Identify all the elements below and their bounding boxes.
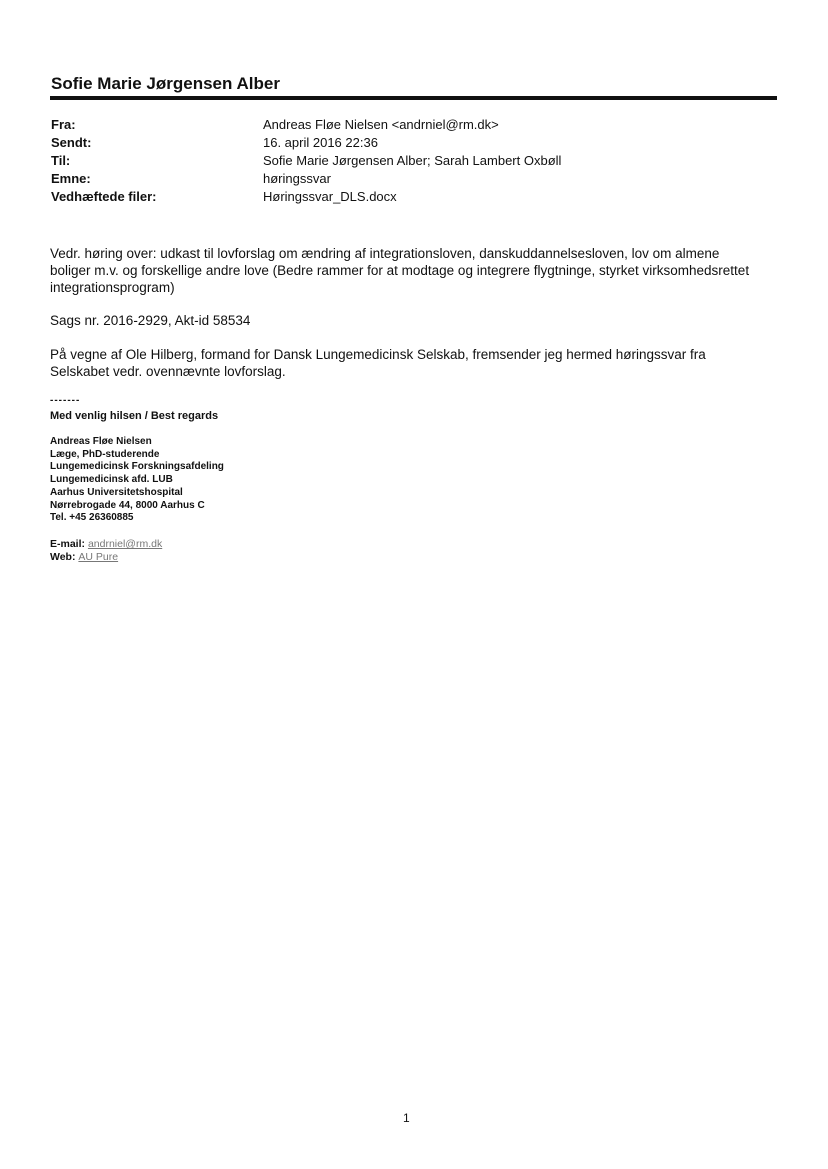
email-line (50, 538, 162, 551)
from-value: Andreas Fløe Nielsen <andrniel@rm.dk> (263, 117, 499, 132)
email-link[interactable]: andrniel@rm.dk (87, 538, 163, 550)
to-label: Til: (51, 153, 71, 168)
web-label: Web: (50, 551, 76, 563)
signature-phone: Tel. +45 26360885 (50, 512, 134, 524)
attachments-label: Vedhæftede filer: (51, 189, 157, 204)
title-divider (50, 96, 777, 100)
email-label: E-mail: (50, 538, 86, 550)
hearing-subject-text: Vedr. høring over: udkast til lovforslag om ændring af integrationsloven, danskuddannelsesloven, lov om almene boliger m.v. og forskellige andre love (Bedre rammer for at modtage og integrere flygtninge, styrket virksomhedsrettet integrationsprogram) (50, 246, 750, 295)
sent-label: Sendt: (51, 135, 92, 150)
signature-department: Lungemedicinsk Forskningsafdeling (50, 461, 224, 473)
body-paragraph (50, 312, 750, 329)
signature-name: Andreas Fløe Nielsen (50, 436, 152, 447)
subject-value: høringssvar (263, 171, 331, 186)
signature-greeting: Med venlig hilsen / Best regards (50, 410, 219, 422)
page-number: 1 (403, 1111, 410, 1125)
attachments-value: Høringssvar_DLS.docx (263, 189, 397, 204)
subject-label: Emne: (51, 171, 91, 186)
to-value: Sofie Marie Jørgensen Alber; Sarah Lambert Oxbøll (263, 153, 562, 168)
body-paragraph (50, 245, 750, 296)
signature-address: Nørrebrogade 44, 8000 Aarhus C (50, 499, 205, 511)
from-label: Fra: (51, 117, 76, 132)
signature-contact (50, 538, 162, 564)
sent-value: 16. april 2016 22:36 (263, 135, 378, 150)
case-number-text: Sags nr. 2016-2929, Akt-id 58534 (50, 313, 251, 328)
web-link[interactable]: AU Pure (78, 551, 119, 563)
mailbox-owner-title: Sofie Marie Jørgensen Alber (51, 74, 280, 93)
message-text: På vegne af Ole Hilberg, formand for Dansk Lungemedicinsk Selskab, fremsender jeg hermed høringssvar fra Selskabet vedr. ovennævnte lovforslag. (50, 347, 706, 379)
signature-title: Læge, PhD-studerende (50, 448, 160, 460)
signature-separator: ------- (50, 395, 81, 406)
body-paragraph (50, 346, 750, 380)
web-line (50, 551, 162, 564)
signature-hospital: Aarhus Universitetshospital (50, 486, 183, 498)
signature-unit: Lungemedicinsk afd. LUB (50, 474, 173, 486)
signature-block (50, 436, 224, 525)
